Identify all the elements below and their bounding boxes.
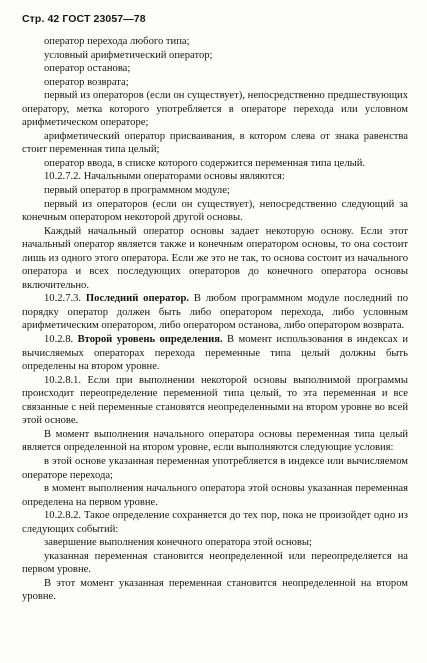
running-head: Стр. 42 ГОСТ 23057—78 <box>22 13 146 25</box>
paragraph: оператор перехода любого типа; <box>44 36 190 47</box>
paragraph: оператор ввода, в списке которого содержится переменная типа целый. <box>44 157 366 169</box>
section-heading: Последний оператор. <box>85 293 190 305</box>
paragraph: 10.2.7.2. Начальными операторами основы являются: <box>44 171 285 183</box>
section-number: 10.2.7.3. <box>44 293 82 305</box>
paragraph: указанная переменная становится неопределенной или переопределяется на первом уровне. <box>22 550 408 576</box>
paragraph: в этой основе указанная переменная употребляется в индексе или вычисляемом операторе перехода; <box>22 455 408 481</box>
section-heading: Второй уровень определения. <box>77 334 223 346</box>
paragraph: 10.2.8.1. Если при выполнении некоторой основы выполнимой программы происходит переопределение переменной типа целый, то эта переменная и все связанные с ней переменные становятся неопределенными на втором уровне во всей этой основе. <box>22 374 408 427</box>
section-text: В любом программном модуле последний по порядку оператор должен быть либо оператором перехода, либо условным арифметическим оператором, либо оператором останова, либо оператором возврата. <box>22 293 408 332</box>
paragraph: завершение выполнения конечного оператора этой основы; <box>44 537 312 549</box>
paragraph: первый из операторов (если он существует), непосредственно предшествующих оператору, метка которого употребляется в операторе перехода или условном арифметическом операторе; <box>22 90 408 129</box>
paragraph: В этот момент указанная переменная становится неопределенной на втором уровне. <box>22 577 408 603</box>
paragraph: Каждый начальный оператор основы задает некоторую основу. Если этот начальный оператор является также и конечным оператором основы, то она состоит лишь из одного этого оператора. Если же это не так, то основа состоит из начального оператора и всех последующих операторов до конечного оператора основы включительно. <box>22 225 408 291</box>
paragraph: оператор возврата; <box>44 76 129 88</box>
paragraph: первый оператор в программном модуле; <box>44 185 230 197</box>
paragraph: В момент выполнения начального оператора основы переменная типа целый является определенной на втором уровне, если выполняются следующие условия: <box>22 428 408 454</box>
section-number: 10.2.8. <box>44 334 74 346</box>
paragraph: условный арифметический оператор; <box>44 49 213 61</box>
paragraph: оператор останова; <box>44 63 131 75</box>
section-text: В момент использования в индексах и вычисляемых операторах перехода переменные типа целый должны быть определены на втором уровне. <box>22 334 408 373</box>
section-10-2-7-3 <box>22 292 408 333</box>
paragraph: первый из операторов (если он существует), непосредственно следующий за конечным оператором некоторой другой основы. <box>22 198 408 224</box>
paragraph: 10.2.8.2. Такое определение сохраняется до тех пор, пока не произойдет одно из следующих событий: <box>22 510 408 535</box>
paragraph: арифметический оператор присваивания, в котором слева от знака равенства стоит переменная типа целый; <box>22 130 408 156</box>
paragraph: в момент выполнения начального оператора этой основы указанная переменная определена на первом уровне. <box>22 483 408 508</box>
section-10-2-8 <box>22 333 408 374</box>
document-body <box>22 35 408 604</box>
